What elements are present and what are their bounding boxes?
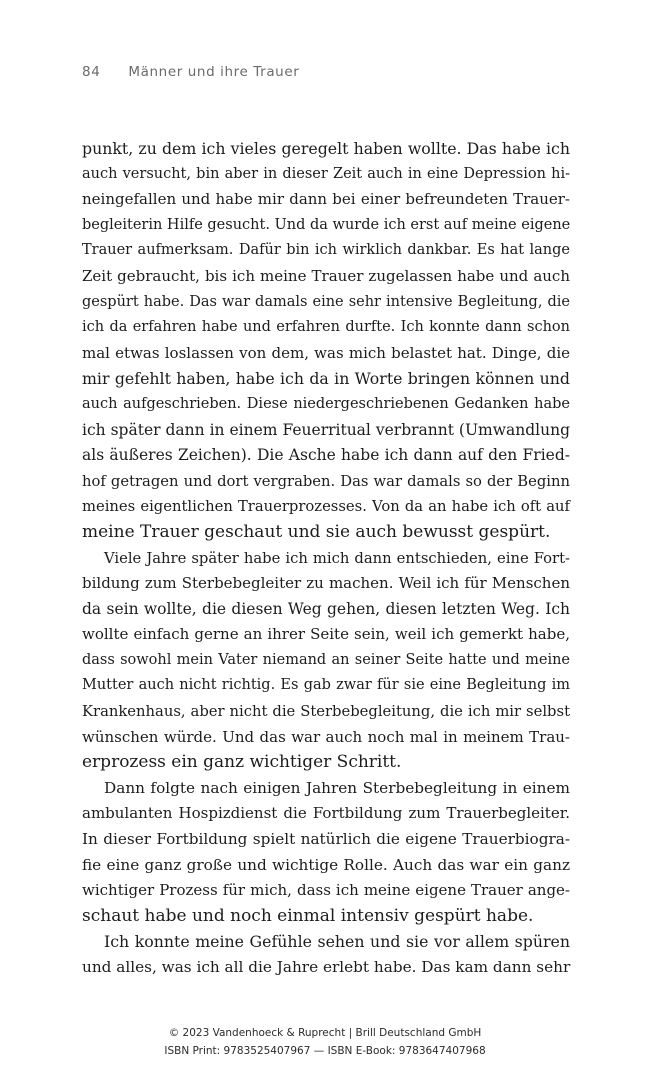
paragraph [82,136,570,546]
text-line: Zeit gebraucht, bis ich meine Trauer zugelassen habe und auch [82,266,570,285]
running-header [82,64,299,80]
text-line: wünschen würde. Und das war auch noch mal in meinem Trau- [82,727,570,746]
text-line: auch aufgeschrieben. Diese niedergeschriebenen Gedanken habe [82,395,570,412]
text-line: Dann folgte nach einigen Jahren Sterbebegleitung in einem [104,778,570,797]
text-line: auch versucht, bin aber in dieser Zeit auch in eine Depression hi- [82,165,570,182]
text-line: hof getragen und dort vergraben. Das war damals so der Beginn [82,472,570,490]
text-line: Mutter auch nicht richtig. Es gab zwar für sie eine Begleitung im [82,677,570,694]
paragraph [82,929,570,980]
text-line: In dieser Fortbildung spielt natürlich die eigene Trauerbiogra- [82,830,570,849]
text-line: als äußeres Zeichen). Die Asche habe ich dann auf den Fried- [82,446,570,465]
body-text [82,136,570,981]
text-line: fie eine ganz große und wichtige Rolle. Auch das war ein ganz [82,855,570,874]
text-line: dass sowohl mein Vater niemand an seiner Seite hatte und meine [82,651,570,668]
text-line: ambulanten Hospizdienst die Fortbildung zum Trauerbegleiter. [82,804,570,823]
text-line: da sein wollte, die diesen Weg gehen, diesen letzten Weg. Ich [82,599,570,618]
text-line: neingefallen und habe mir dann bei einer befreundeten Trauer- [82,190,570,209]
copyright-line: © 2023 Vandenhoeck & Ruprecht | Brill Deutschland GmbH [168,1027,482,1039]
page-number: 84 [82,64,101,80]
isbn-line: ISBN Print: 9783525407967 — ISBN E-Book: 9783647407968 [164,1045,486,1057]
text-line: und alles, was ich all die Jahre erlebt habe. Das kam dann sehr [82,958,571,976]
copyright-footer [0,1024,650,1060]
text-line: erprozess ein ganz wichtiger Schritt. [82,752,402,773]
text-line: begleiterin Hilfe gesucht. Und da wurde ich erst auf meine eigene [82,216,571,233]
text-line: bildung zum Sterbebegleiter zu machen. Weil ich für Menschen [82,574,570,593]
text-line: Ich konnte meine Gefühle sehen und sie vor allem spüren [104,932,570,952]
text-line: Viele Jahre später habe ich mich dann entschieden, eine Fort- [104,549,570,567]
text-line: wollte einfach gerne an ihrer Seite sein, weil ich gemerkt habe, [82,625,570,644]
text-line: punkt, zu dem ich vieles geregelt haben wollte. Das habe ich [82,139,570,158]
paragraph [82,776,570,930]
text-line: meines eigentlichen Trauerprozesses. Von da an habe ich oft auf [82,498,570,516]
text-line: schaut habe und noch einmal intensiv gespürt habe. [82,905,534,926]
text-line: Trauer aufmerksam. Dafür bin ich wirklich dankbar. Es hat lange [82,242,570,259]
text-line: ich später dann in einem Feuerritual verbrannt (Umwandlung [82,420,570,439]
text-line: wichtiger Prozess für mich, dass ich meine eigene Trauer ange- [82,881,570,900]
text-line: meine Trauer geschaut und sie auch bewusst gespürt. [82,521,551,542]
text-line: mir gefehlt haben, habe ich da in Worte bringen können und [82,369,570,389]
text-line: gespürt habe. Das war damals eine sehr intensive Begleitung, die [82,293,570,310]
text-line: Krankenhaus, aber nicht die Sterbebegleitung, die ich mir selbst [82,703,570,721]
text-line: mal etwas loslassen von dem, was mich belastet hat. Dinge, die [82,343,570,362]
paragraph [82,546,570,776]
text-line: ich da erfahren habe und erfahren durfte. Ich konnte dann schon [82,319,570,336]
running-title: Männer und ihre Trauer [128,64,300,80]
